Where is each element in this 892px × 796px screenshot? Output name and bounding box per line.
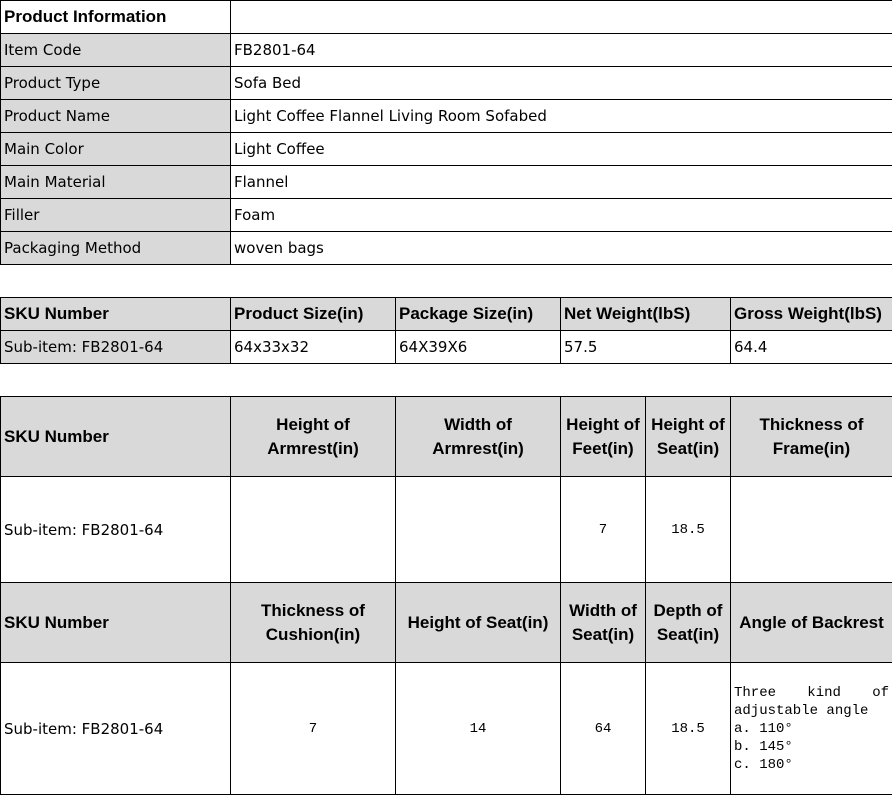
product-info-header: Product Information <box>1 1 231 34</box>
table-row <box>1 331 892 364</box>
product-type-label: Product Type <box>1 67 231 100</box>
frame-thickness-header: Thickness of Frame(in) <box>731 397 892 477</box>
product-info-table <box>0 0 892 265</box>
table-row <box>1 663 892 795</box>
backrest-angle-header: Angle of Backrest <box>731 583 892 663</box>
product-name-label: Product Name <box>1 100 231 133</box>
seat-height-header: Height of Seat(in) <box>396 583 561 663</box>
sku-number-header: SKU Number <box>1 583 231 663</box>
package-size-header: Package Size(in) <box>396 298 561 331</box>
table-row <box>1 133 892 166</box>
seat-width-cell: 64 <box>561 663 646 795</box>
backrest-option: c. 180° <box>734 756 793 773</box>
sku-number-cell: Sub-item: FB2801-64 <box>1 331 231 364</box>
net-weight-header: Net Weight(lbS) <box>561 298 731 331</box>
seat-height-cell: 18.5 <box>646 477 731 583</box>
armrest-width-header: Width of Armrest(in) <box>396 397 561 477</box>
filler-label: Filler <box>1 199 231 232</box>
product-size-cell: 64x33x32 <box>231 331 396 364</box>
product-size-header: Product Size(in) <box>231 298 396 331</box>
gross-weight-cell: 64.4 <box>731 331 892 364</box>
backrest-option: b. 145° <box>734 738 793 755</box>
table-row <box>1 166 892 199</box>
feet-height-cell: 7 <box>561 477 646 583</box>
armrest-width-cell <box>396 477 561 583</box>
sku-number-header: SKU Number <box>1 397 231 477</box>
backrest-line-2: adjustable angle <box>734 702 869 719</box>
frame-thickness-cell <box>731 477 892 583</box>
table-row <box>1 199 892 232</box>
seat-width-header: Width of Seat(in) <box>561 583 646 663</box>
filler-value: Foam <box>231 199 892 232</box>
main-material-value: Flannel <box>231 166 892 199</box>
table-row <box>1 100 892 133</box>
item-code-value: FB2801-64 <box>231 34 892 67</box>
table-row <box>1 477 892 583</box>
table-row <box>1 34 892 67</box>
backrest-angle-cell <box>731 663 892 795</box>
backrest-line-1 <box>734 684 889 702</box>
sku-number-cell: Sub-item: FB2801-64 <box>1 663 231 795</box>
armrest-height-cell <box>231 477 396 583</box>
backrest-option: a. 110° <box>734 720 793 737</box>
backrest-word: of <box>872 684 889 701</box>
seat-height-header: Height of Seat(in) <box>646 397 731 477</box>
table-row <box>1 232 892 265</box>
item-code-label: Item Code <box>1 34 231 67</box>
dimensions-table <box>0 396 892 795</box>
product-type-value: Sofa Bed <box>231 67 892 100</box>
product-info-header-blank <box>231 1 892 34</box>
packaging-method-value: woven bags <box>231 232 892 265</box>
feet-height-header: Height of Feet(in) <box>561 397 646 477</box>
cushion-thickness-cell: 7 <box>231 663 396 795</box>
sku-number-cell: Sub-item: FB2801-64 <box>1 477 231 583</box>
gross-weight-header: Gross Weight(lbS) <box>731 298 892 331</box>
cushion-thickness-header: Thickness of Cushion(in) <box>231 583 396 663</box>
backrest-word: kind <box>807 684 841 701</box>
main-color-value: Light Coffee <box>231 133 892 166</box>
product-name-value: Light Coffee Flannel Living Room Sofabed <box>231 100 892 133</box>
size-weight-table <box>0 297 892 364</box>
armrest-height-header: Height of Armrest(in) <box>231 397 396 477</box>
packaging-method-label: Packaging Method <box>1 232 231 265</box>
table-row <box>1 67 892 100</box>
net-weight-cell: 57.5 <box>561 331 731 364</box>
sku-number-header: SKU Number <box>1 298 231 331</box>
seat-depth-cell: 18.5 <box>646 663 731 795</box>
backrest-word: Three <box>734 684 777 701</box>
main-material-label: Main Material <box>1 166 231 199</box>
main-color-label: Main Color <box>1 133 231 166</box>
package-size-cell: 64X39X6 <box>396 331 561 364</box>
seat-height-cell: 14 <box>396 663 561 795</box>
seat-depth-header: Depth of Seat(in) <box>646 583 731 663</box>
